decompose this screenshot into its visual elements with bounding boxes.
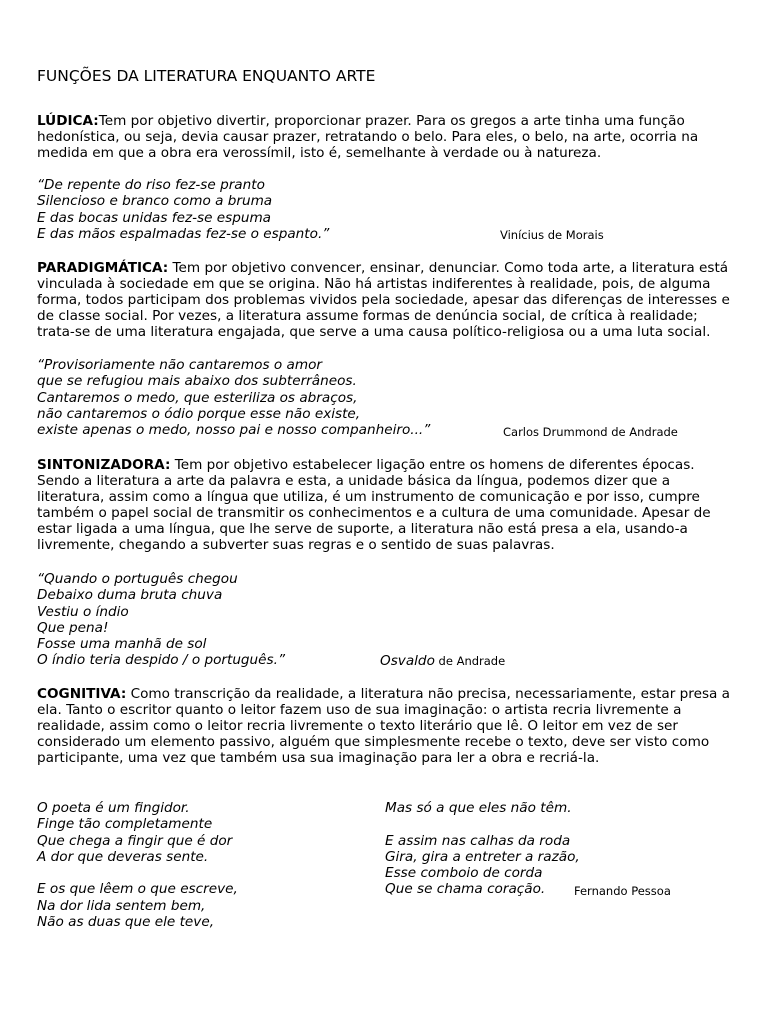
poem-line: Finge tão completamente [37,816,213,833]
poem-line: Vestiu o índio [37,603,129,620]
section-cognitiva [37,686,733,766]
poem-line: Cantaremos o medo, que esteriliza os abraços, [37,389,358,406]
poem-line: E assim nas calhas da roda [385,832,571,849]
poem-vinicius [37,177,329,242]
poem-author-last: de Andrade [434,654,506,668]
poem-line: O índio teria despido / o português.” [37,652,285,669]
poem-line: Mas só a que eles não têm. [385,800,572,816]
poem-pessoa-left [37,800,238,930]
poem-line: não cantaremos o ódio porque esse não existe, [37,405,361,422]
poem-oswald [37,571,285,669]
poem-line: “De repente do riso fez-se pranto [37,177,265,193]
poem-line [37,865,238,881]
poem-line: Que pena! [37,619,109,636]
poem-line: Que se chama coração. [385,881,546,898]
poem-author [380,653,505,669]
poem-line: E os que lêem o que escreve, [37,881,238,898]
section-text: Tem por objetivo divertir, proporcionar prazer. Para os gregos a arte tinha uma função hedonística, ou seja, devia causar prazer, retratando o belo. Para eles, o belo, na arte, ocorria na medida em que a obra era verossímil, isto é, semelhante à verdade ou à natureza. [37,113,699,161]
poem-line: Esse comboio de corda [385,865,543,882]
section-sintonizadora [37,457,733,553]
section-heading: PARADIGMÁTICA: [37,260,169,276]
section-heading: SINTONIZADORA: [37,457,171,473]
poem-line: Gira, gira a entreter a razão, [385,848,580,865]
poem-line: Silencioso e branco como a bruma [37,193,273,210]
poem-drummond [37,357,430,438]
poem-line: Na dor lida sentem bem, [37,897,206,914]
poem-line: existe apenas o medo, nosso pai e nosso companheiro...” [37,422,431,439]
section-text: Tem por objetivo convencer, ensinar, denunciar. Como toda arte, a literatura está vinculada à sociedade em que se origina. Não há artistas indiferentes à realidade, pois, de alguma forma, todos participam dos problemas vividos pela sociedade, apesar das diferenças de interesses e de classe social. Por vezes, a literatura assume formas de denúncia social, de crítica à realidade; trata-se de uma literatura engajada, que serve a uma causa político-religiosa ou a uma luta social. [37,260,730,340]
section-heading: COGNITIVA: [37,686,127,702]
section-ludica [37,113,733,161]
section-text: Como transcrição da realidade, a literatura não precisa, necessariamente, estar presa a ela. Tanto o escritor quanto o leitor fazem uso de sua imaginação: o artista recria livremente a realidade, assim como o leitor recria livremente o texto literário que lê. O leitor em vez de ser considerado um elemento passivo, alguém que simplesmente recebe o texto, deve ser visto como participante, uma vez que também usa sua imaginação para ler a obra e recriá-la. [37,686,731,766]
poem-line: “Quando o português chegou [37,571,238,587]
poem-author-first: Osvaldo [380,653,435,669]
poem-line: A dor que deveras sente. [37,848,209,865]
poem-line: E das mãos espalmadas fez-se o espanto.” [37,225,330,242]
poem-pessoa-right [385,800,580,898]
poem-line: O poeta é um fingidor. [37,800,190,816]
poem-line [385,816,580,832]
section-paradigmatica [37,260,733,340]
poem-line: E das bocas unidas fez-se espuma [37,209,272,226]
poem-author: Fernando Pessoa [574,884,671,898]
poem-author: Carlos Drummond de Andrade [503,425,678,439]
section-text: Tem por objetivo estabelecer ligação entre os homens de diferentes épocas. Sendo a literatura a arte da palavra e esta, a unidade básica da língua, podemos dizer que a literatura, assim como a língua que utiliza, é um instrumento de comunicação e por isso, cumpre também o papel social de transmitir os conhecimentos e a cultura de uma comunidade. Apesar de estar ligada a uma língua, que lhe serve de suporte, a literatura não está presa a ela, usando-a livremente, chegando a subverter suas regras e o sentido de suas palavras. [37,457,711,553]
poem-line: Debaixo duma bruta chuva [37,587,223,604]
section-heading: LÚDICA: [37,113,99,129]
poem-author: Vinícius de Morais [500,228,604,242]
poem-line: que se refugiou mais abaixo dos subterrâneos. [37,373,357,390]
poem-line: Que chega a fingir que é dor [37,832,233,849]
poem-line: Não as duas que ele teve, [37,914,215,931]
poem-line: “Provisoriamente não cantaremos o amor [37,357,322,373]
document-title: FUNÇÕES DA LITERATURA ENQUANTO ARTE [37,67,376,85]
poem-line: Fosse uma manhã de sol [37,636,207,653]
